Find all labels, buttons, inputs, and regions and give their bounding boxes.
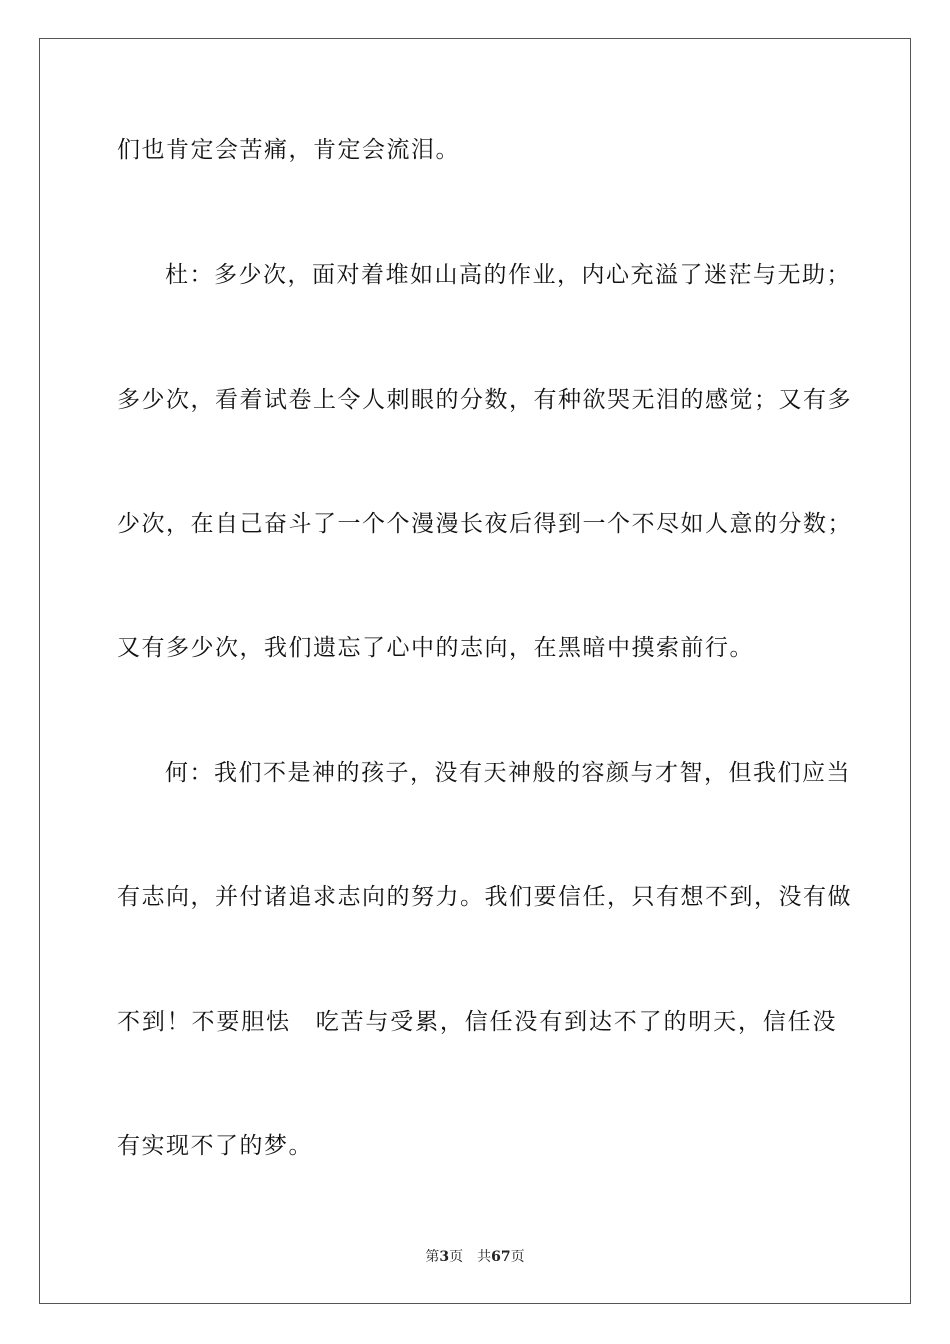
page-current: 3 bbox=[439, 1249, 450, 1265]
text-line-8: 不到！不要胆怯 吃苦与受累，信任没有到达不了的明天，信任没 bbox=[117, 1009, 837, 1035]
page-suffix: 页 bbox=[510, 1249, 525, 1265]
text-line-5: 又有多少次，我们遗忘了心中的志向，在黑暗中摸索前行。 bbox=[117, 635, 754, 661]
text-line-4: 少次，在自己奋斗了一个个漫漫长夜后得到一个不尽如人意的分数； bbox=[117, 511, 852, 537]
page-border bbox=[39, 38, 911, 1304]
text-line-7: 有志向，并付诸追求志向的努力。我们要信任，只有想不到，没有做 bbox=[117, 884, 852, 910]
page-mid: 页 共 bbox=[449, 1249, 492, 1265]
text-line-2: 杜：多少次，面对着堆如山高的作业，内心充溢了迷茫与无助； bbox=[165, 262, 851, 288]
page-footer bbox=[0, 1248, 950, 1266]
page-prefix: 第 bbox=[425, 1249, 440, 1265]
text-line-9: 有实现不了的梦。 bbox=[117, 1133, 313, 1159]
text-line-3: 多少次，看着试卷上令人刺眼的分数，有种欲哭无泪的感觉；又有多 bbox=[117, 387, 852, 413]
text-line-6: 何：我们不是神的孩子，没有天神般的容颜与才智，但我们应当 bbox=[165, 760, 851, 786]
page-total: 67 bbox=[491, 1249, 511, 1265]
text-line-1: 们也肯定会苦痛，肯定会流泪。 bbox=[117, 137, 460, 163]
